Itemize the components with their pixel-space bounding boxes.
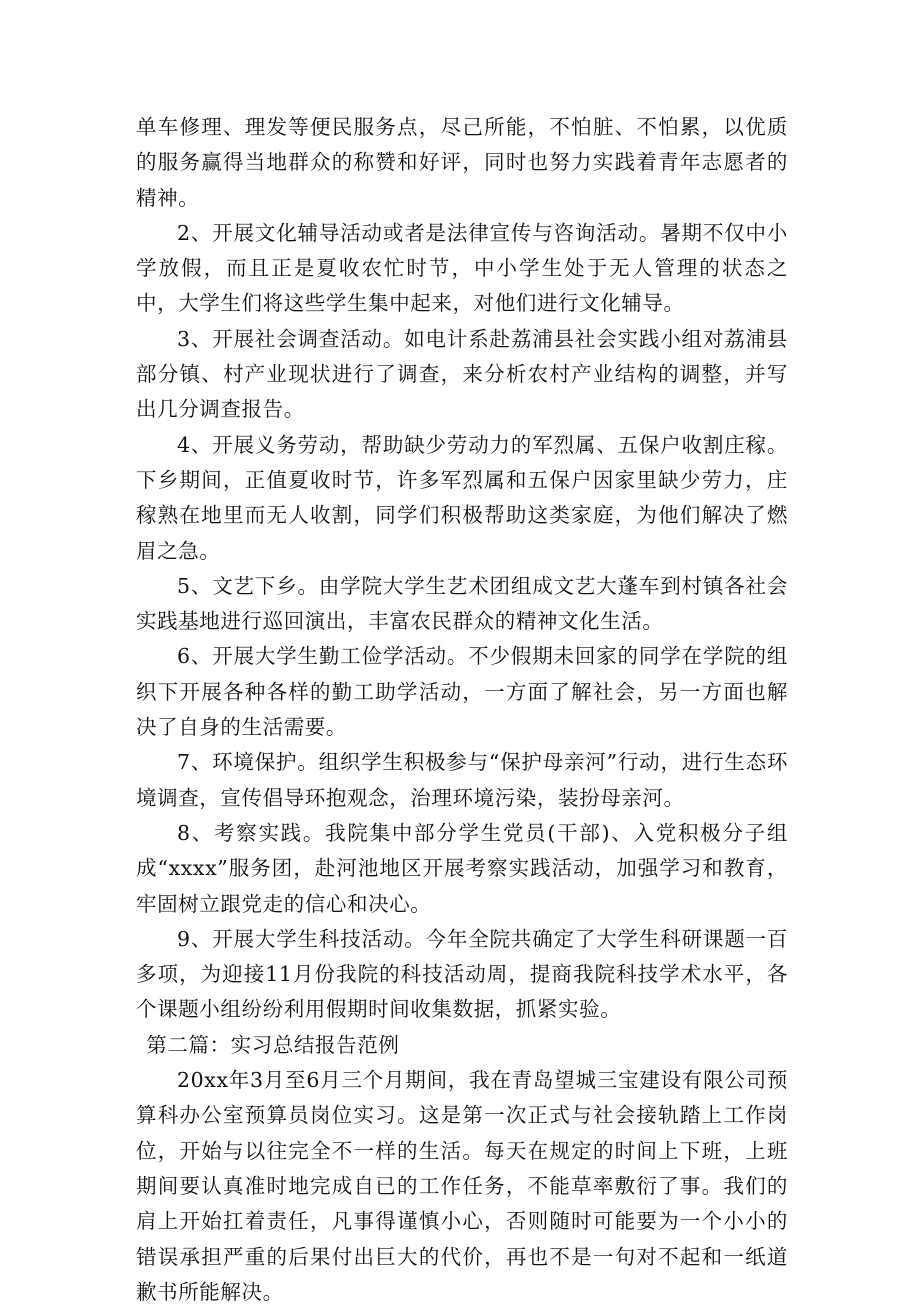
paragraph-item-6: 6、开展大学生勤工俭学活动。不少假期未回家的同学在学院的组织下开展各种各样的勤工助学活动，一方面了解社会，另一方面也解决了自身的生活需要。 — [136, 644, 788, 740]
paragraph-internship: 20xx年3月至6月三个月期间，我在青岛望城三宝建设有限公司预算科办公室预算员岗位实习。这是第一次正式与社会接轨踏上工作岗位，开始与以往完全不一样的生活。每天在规定的时间上下班，上班期间要认真准时地完成自已的工作任务，不能草率敷衍了事。我们的肩上开始扛着责任，凡事得谨慎小心，否则随时可能要为一个小小的错误承担严重的后果付出巨大的代价，再也不是一句对不起和一纸道歉书所能解决。 — [136, 1068, 788, 1304]
document-body — [136, 110, 788, 1310]
paragraph-continuation: 单车修理、理发等便民服务点，尽己所能，不怕脏、不怕累，以优质的服务赢得当地群众的称赞和好评，同时也努力实践着青年志愿者的精神。 — [136, 115, 788, 210]
paragraph-item-3: 3、开展社会调查活动。如电计系赴荔浦县社会实践小组对荔浦县部分镇、村产业现状进行了调查，来分析农村产业结构的调整，并写出几分调查报告。 — [136, 326, 788, 422]
paragraph-item-2: 2、开展文化辅导活动或者是法律宣传与咨询活动。暑期不仅中小学放假，而且正是夏收农忙时节，中小学生处于无人管理的状态之中，大学生们将这些学生集中起来，对他们进行文化辅导。 — [136, 220, 788, 316]
paragraph-item-9: 9、开展大学生科技活动。今年全院共确定了大学生科研课题一百多项，为迎接11月份我院的科技活动周，提商我院科技学术水平，各个课题小组纷纷利用假期时间收集数据，抓紧实验。 — [136, 926, 788, 1022]
section-heading: 第二篇：实习总结报告范例 — [146, 1032, 400, 1057]
paragraph-item-7: 7、环境保护。组织学生积极参与“保护母亲河”行动，进行生态环境调查，宣传倡导环抱观念，治理环境污染，装扮母亲河。 — [136, 750, 788, 810]
paragraph-item-4: 4、开展义务劳动，帮助缺少劳动力的军烈属、五保户收割庄稼。下乡期间，正值夏收时节，许多军烈属和五保户因家里缺少劳力，庄稼熟在地里而无人收割，同学们积极帮助这类家庭，为他们解决了燃眉之急。 — [136, 432, 788, 563]
paragraph-item-8: 8、考察实践。我院集中部分学生党员(干部)、入党积极分子组成“xxxx”服务团，赴河池地区开展考察实践活动，加强学习和教育，牢固树立跟党走的信心和决心。 — [136, 820, 788, 916]
paragraph-item-5: 5、文艺下乡。由学院大学生艺术团组成文艺大蓬车到村镇各社会实践基地进行巡回演出，丰富农民群众的精神文化生活。 — [136, 573, 788, 634]
